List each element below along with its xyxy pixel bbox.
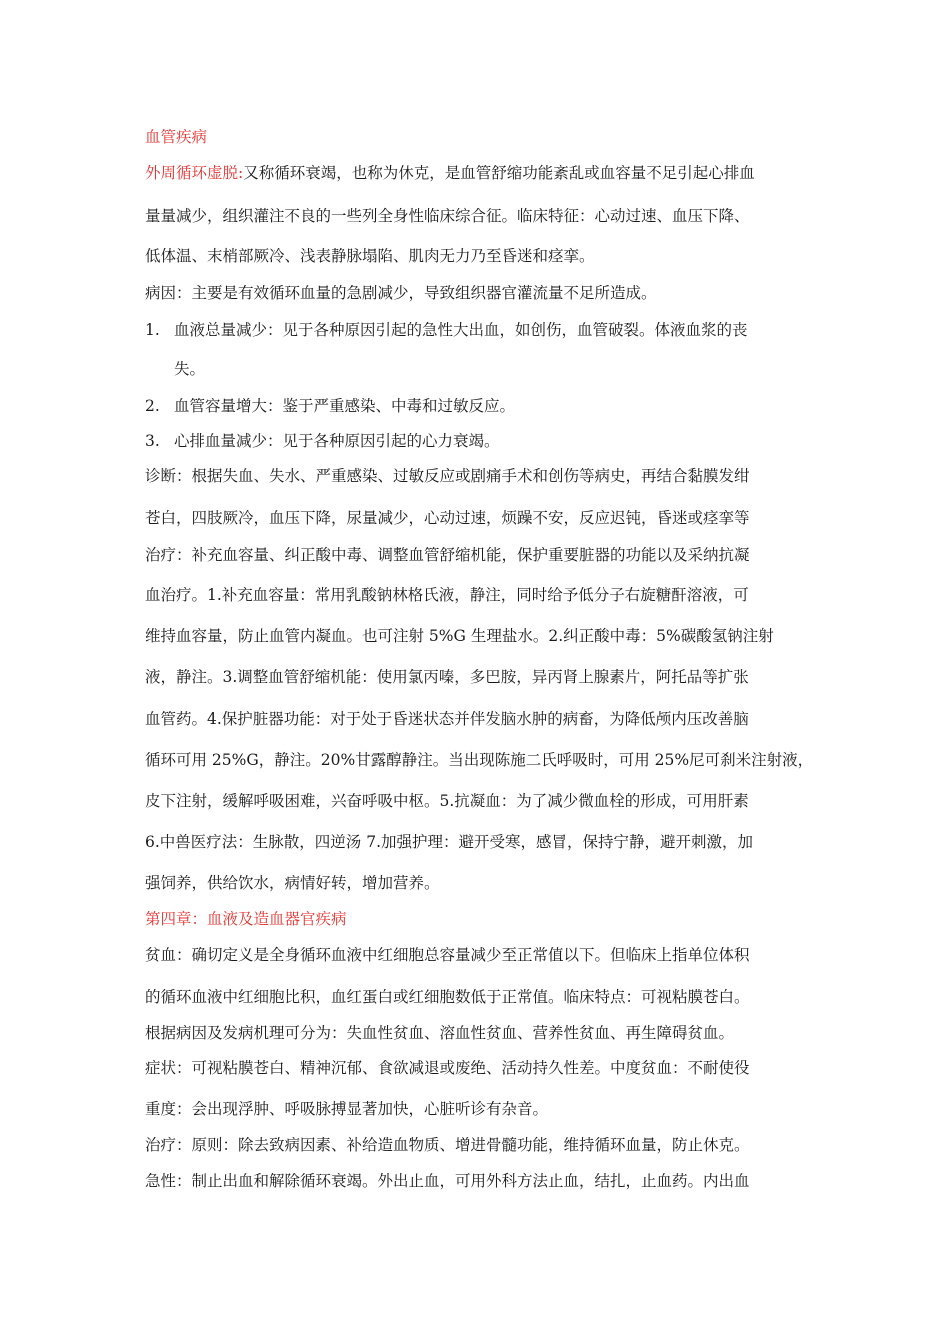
treatment-line-7: 皮下注射，缓解呼吸困难，兴奋呼吸中枢。5.抗凝血：为了减少微血栓的形成，可用肝素 xyxy=(145,792,749,810)
shock-definition-text: 又称循环衰竭，也称为休克，是血管舒缩功能紊乱或血容量不足引起心排血 xyxy=(243,164,755,182)
cause-item-1-text: 血液总量减少：见于各种原因引起的急性大出血，如创伤，血管破裂。体液血浆的丧 xyxy=(174,321,748,339)
section-title: 血管疾病 xyxy=(145,128,208,146)
shock-paragraph-line-2: 量量减少，组织灌注不良的一些列全身性临床综合征。临床特征：心动过速、血压下降、 xyxy=(145,207,750,225)
cause-item-1-continuation: 失。 xyxy=(174,360,206,378)
anemia-line-3: 根据病因及发病机理可分为：失血性贫血、溶血性贫血、营养性贫血、再生障碍贫血。 xyxy=(145,1024,735,1042)
treatment-line-1: 治疗：补充血容量、纠正酸中毒、调整血管舒缩机能，保护重要脏器的功能以及采纳抗凝 xyxy=(145,546,750,564)
cause-intro: 病因：主要是有效循环血量的急剧减少，导致组织器官灌流量不足所造成。 xyxy=(145,284,657,302)
treatment-line-9: 强饲养，供给饮水，病情好转，增加营养。 xyxy=(145,874,440,892)
treatment-line-6: 循环可用 25%G，静注。20%甘露醇静注。当出现陈施二氏呼吸时，可用 25%尼可刹米注射液， xyxy=(145,751,814,769)
cause-item-2 xyxy=(145,396,515,416)
cause-item-3 xyxy=(145,431,500,451)
chapter-title: 第四章：血液及造血器官疾病 xyxy=(145,910,347,928)
anemia-line-1: 贫血：确切定义是全身循环血液中红细胞总容量减少至正常值以下。但临床上指单位体积 xyxy=(145,946,750,964)
diagnosis-line-2: 苍白，四肢厥冷，血压下降，尿量减少，心动过速，烦躁不安，反应迟钝，昏迷或痉挛等 xyxy=(145,509,750,527)
treatment-line-3: 维持血容量，防止血管内凝血。也可注射 5%G 生理盐水。2.纠正酸中毒：5%碳酸氢钠注射 xyxy=(145,627,774,645)
cause-item-1-number: 1. xyxy=(145,321,160,339)
shock-term: 外周循环虚脱: xyxy=(145,164,244,182)
cause-item-1 xyxy=(145,320,748,340)
shock-paragraph-line-1 xyxy=(145,163,755,183)
shock-paragraph-line-3: 低体温、末梢部厥冷、浅表静脉塌陷、肌肉无力乃至昏迷和痉挛。 xyxy=(145,247,595,265)
cause-item-3-number: 3. xyxy=(145,432,160,450)
cause-item-2-text: 血管容量增大：鉴于严重感染、中毒和过敏反应。 xyxy=(174,397,516,415)
anemia-symptoms-line: 症状：可视粘膜苍白、精神沉郁、食欲减退或废绝、活动持久性差。中度贫血：不耐使役 xyxy=(145,1059,750,1077)
cause-item-3-text: 心排血量减少：见于各种原因引起的心力衰竭。 xyxy=(174,432,500,450)
anemia-line-2: 的循环血液中红细胞比积，血红蛋白或红细胞数低于正常值。临床特点：可视粘膜苍白。 xyxy=(145,988,750,1006)
cause-item-2-number: 2. xyxy=(145,397,160,415)
treatment-line-8: 6.中兽医疗法：生脉散，四逆汤 7.加强护理：避开受寒，感冒，保持宁静，避开刺激，加 xyxy=(145,833,754,851)
treatment-line-5: 血管药。4.保护脏器功能：对于处于昏迷状态并伴发脑水肿的病畜，为降低颅内压改善脑 xyxy=(145,710,749,728)
anemia-severe-line: 重度：会出现浮肿、呼吸脉搏显著加快，心脏听诊有杂音。 xyxy=(145,1100,549,1118)
anemia-treatment-line: 治疗：原则：除去致病因素、补给造血物质、增进骨髓功能，维持循环血量，防止休克。 xyxy=(145,1136,750,1154)
treatment-line-4: 液，静注。3.调整血管舒缩机能：使用氯丙嗪，多巴胺，异丙肾上腺素片，阿托品等扩张 xyxy=(145,668,749,686)
diagnosis-line-1: 诊断：根据失血、失水、严重感染、过敏反应或剧痛手术和创伤等病史，再结合黏膜发绀 xyxy=(145,467,750,485)
anemia-acute-line: 急性：制止出血和解除循环衰竭。外出止血，可用外科方法止血，结扎，止血药。内出血 xyxy=(145,1172,750,1190)
treatment-line-2: 血治疗。1.补充血容量：常用乳酸钠林格氏液，静注，同时给予低分子右旋糖酐溶液，可 xyxy=(145,586,749,604)
